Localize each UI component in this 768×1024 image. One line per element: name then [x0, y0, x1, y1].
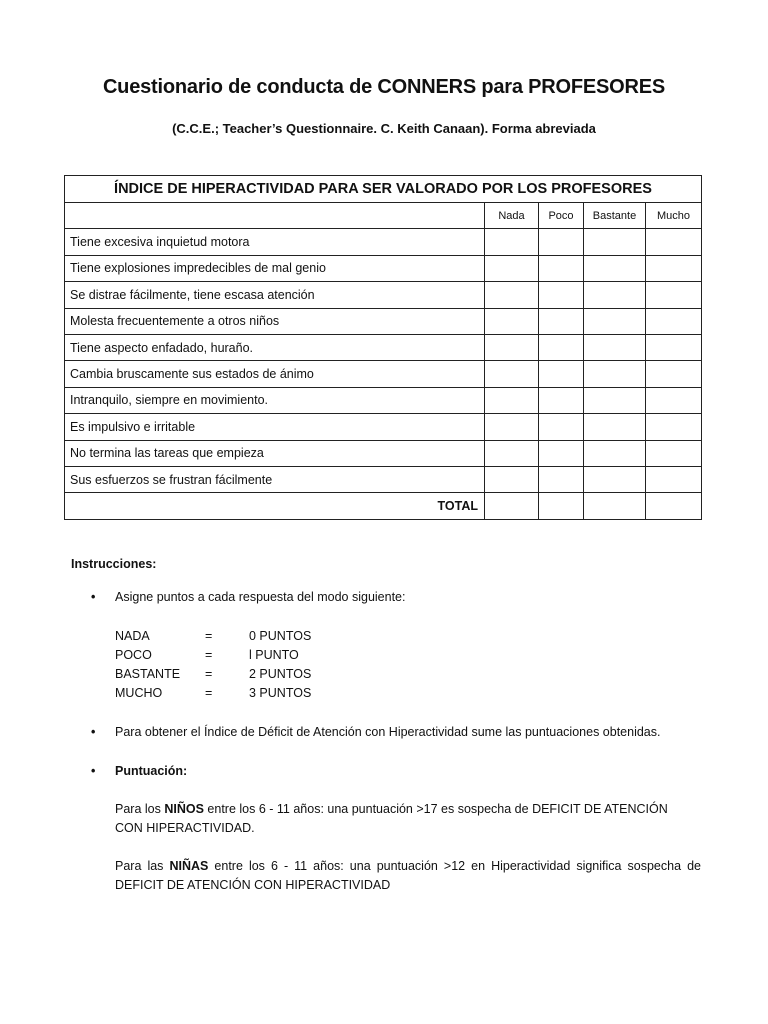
- instructions-section: [71, 555, 701, 895]
- scoring-label: POCO: [115, 648, 152, 662]
- answer-cell-mucho[interactable]: [646, 282, 702, 308]
- answer-cell-poco[interactable]: [539, 255, 584, 281]
- girls-text-pre: Para las: [115, 859, 170, 873]
- item-label: Intranquilo, siempre en movimiento.: [65, 387, 485, 413]
- instruction-bullet-score: [71, 762, 701, 781]
- table-heading: ÍNDICE DE HIPERACTIVIDAD PARA SER VALORADO POR LOS PROFESORES: [65, 176, 702, 203]
- answer-cell-poco[interactable]: [539, 440, 584, 466]
- scoring-equals: =: [205, 648, 213, 662]
- answer-cell-nada[interactable]: [485, 440, 539, 466]
- scoring-points: 0 PUNTOS: [249, 629, 312, 643]
- page-subtitle: (C.C.E.; Teacher’s Questionnaire. C. Keith Canaan). Forma abreviada: [172, 121, 596, 136]
- bullet-text-sum: Para obtener el Índice de Déficit de Atención con Hiperactividad sume las puntuaciones obtenidas.: [115, 725, 661, 739]
- answer-cell-bastante[interactable]: [584, 308, 646, 334]
- bullet-text-score: Puntuación:: [115, 764, 188, 778]
- scoring-label: NADA: [115, 629, 150, 643]
- answer-cell-poco[interactable]: [539, 466, 584, 492]
- answer-cell-bastante[interactable]: [584, 387, 646, 413]
- table-row: [65, 334, 702, 360]
- hyperactivity-table: [64, 175, 702, 520]
- table-row: [65, 466, 702, 492]
- answer-cell-poco[interactable]: [539, 282, 584, 308]
- item-label: No termina las tareas que empieza: [65, 440, 485, 466]
- answer-cell-poco[interactable]: [539, 361, 584, 387]
- item-label: Molesta frecuentemente a otros niños: [65, 308, 485, 334]
- scoring-row: [115, 684, 311, 703]
- answer-cell-nada[interactable]: [485, 414, 539, 440]
- scoring-row: [115, 665, 311, 684]
- item-label: Cambia bruscamente sus estados de ánimo: [65, 361, 485, 387]
- answer-cell-nada[interactable]: [485, 229, 539, 255]
- table-row: [65, 308, 702, 334]
- answer-cell-nada[interactable]: [485, 334, 539, 360]
- answer-cell-poco[interactable]: [539, 308, 584, 334]
- total-cell-mucho[interactable]: [646, 493, 702, 519]
- item-label: Se distrae fácilmente, tiene escasa atención: [65, 282, 485, 308]
- answer-cell-bastante[interactable]: [584, 466, 646, 492]
- bullet-text-assign: Asigne puntos a cada respuesta del modo siguiente:: [115, 590, 406, 604]
- total-label: TOTAL: [65, 493, 485, 519]
- answer-cell-nada[interactable]: [485, 308, 539, 334]
- answer-cell-nada[interactable]: [485, 387, 539, 413]
- answer-cell-poco[interactable]: [539, 387, 584, 413]
- scoring-row: [115, 627, 311, 646]
- answer-cell-bastante[interactable]: [584, 282, 646, 308]
- instruction-bullet-sum: [71, 723, 701, 742]
- answer-cell-bastante[interactable]: [584, 414, 646, 440]
- scoring-points: 2 PUNTOS: [249, 667, 312, 681]
- item-label: Tiene excesiva inquietud motora: [65, 229, 485, 255]
- scoring-equals: =: [205, 686, 213, 700]
- answer-cell-mucho[interactable]: [646, 334, 702, 360]
- instructions-title: Instrucciones:: [71, 557, 157, 571]
- item-column-header: [65, 203, 485, 229]
- girls-criterion: [115, 857, 701, 895]
- scoring-label: BASTANTE: [115, 667, 181, 681]
- item-label: Es impulsivo e irritable: [65, 414, 485, 440]
- table-row: [65, 255, 702, 281]
- answer-cell-nada[interactable]: [485, 255, 539, 281]
- boys-text-bold: NIÑOS: [164, 802, 204, 816]
- column-header-poco: Poco: [539, 203, 584, 229]
- girls-text-post: entre los 6 - 11 años: una puntuación >12 en Hiperactividad significa sospecha de DEFICIT DE ATENCIÓN CON HIPERACTIVIDAD: [115, 859, 701, 892]
- answer-cell-bastante[interactable]: [584, 229, 646, 255]
- answer-cell-nada[interactable]: [485, 282, 539, 308]
- bullet-icon: •: [91, 590, 96, 604]
- answer-cell-mucho[interactable]: [646, 440, 702, 466]
- answer-cell-mucho[interactable]: [646, 308, 702, 334]
- boys-text-post: entre los 6 - 11 años: una puntuación >17 es sospecha de DEFICIT DE ATENCIÓN: [203, 802, 668, 816]
- item-label: Tiene explosiones impredecibles de mal genio: [65, 255, 485, 281]
- answer-cell-bastante[interactable]: [584, 440, 646, 466]
- boys-criterion: [115, 800, 701, 838]
- answer-cell-mucho[interactable]: [646, 229, 702, 255]
- scoring-equals: =: [205, 667, 213, 681]
- page-title: Cuestionario de conducta de CONNERS para PROFESORES: [102, 76, 666, 98]
- table-row: [65, 440, 702, 466]
- scoring-label: MUCHO: [115, 686, 163, 700]
- answer-cell-bastante[interactable]: [584, 255, 646, 281]
- instruction-bullet-points: [71, 588, 701, 607]
- total-cell-bastante[interactable]: [584, 493, 646, 519]
- answer-cell-mucho[interactable]: [646, 466, 702, 492]
- column-header-nada: Nada: [485, 203, 539, 229]
- table-row: [65, 229, 702, 255]
- answer-cell-poco[interactable]: [539, 229, 584, 255]
- bullet-icon: •: [91, 725, 96, 739]
- answer-cell-nada[interactable]: [485, 466, 539, 492]
- answer-cell-mucho[interactable]: [646, 387, 702, 413]
- table-row: [65, 414, 702, 440]
- column-header-bastante: Bastante: [584, 203, 646, 229]
- answer-cell-mucho[interactable]: [646, 414, 702, 440]
- answer-cell-poco[interactable]: [539, 334, 584, 360]
- column-header-mucho: Mucho: [646, 203, 702, 229]
- total-cell-nada[interactable]: [485, 493, 539, 519]
- table-row: [65, 361, 702, 387]
- total-row: [65, 493, 702, 519]
- item-label: Sus esfuerzos se frustran fácilmente: [65, 466, 485, 492]
- item-label: Tiene aspecto enfadado, huraño.: [65, 334, 485, 360]
- scoring-scale: [115, 627, 311, 703]
- table-body: [65, 229, 702, 519]
- bullet-icon: •: [91, 764, 96, 778]
- table-row: [65, 387, 702, 413]
- table-row: [65, 282, 702, 308]
- girls-text-bold: NIÑAS: [169, 859, 209, 873]
- answer-cell-nada[interactable]: [485, 361, 539, 387]
- answer-cell-bastante[interactable]: [584, 361, 646, 387]
- total-cell-poco[interactable]: [539, 493, 584, 519]
- boys-text-pre: Para los: [115, 802, 165, 816]
- answer-cell-mucho[interactable]: [646, 255, 702, 281]
- answer-cell-poco[interactable]: [539, 414, 584, 440]
- scoring-equals: =: [205, 629, 213, 643]
- scoring-points: l PUNTO: [249, 648, 299, 662]
- scoring-points: 3 PUNTOS: [249, 686, 312, 700]
- scoring-row: [115, 646, 311, 665]
- answer-cell-bastante[interactable]: [584, 334, 646, 360]
- answer-cell-mucho[interactable]: [646, 361, 702, 387]
- boys-text-line2: CON HIPERACTIVIDAD.: [115, 821, 255, 835]
